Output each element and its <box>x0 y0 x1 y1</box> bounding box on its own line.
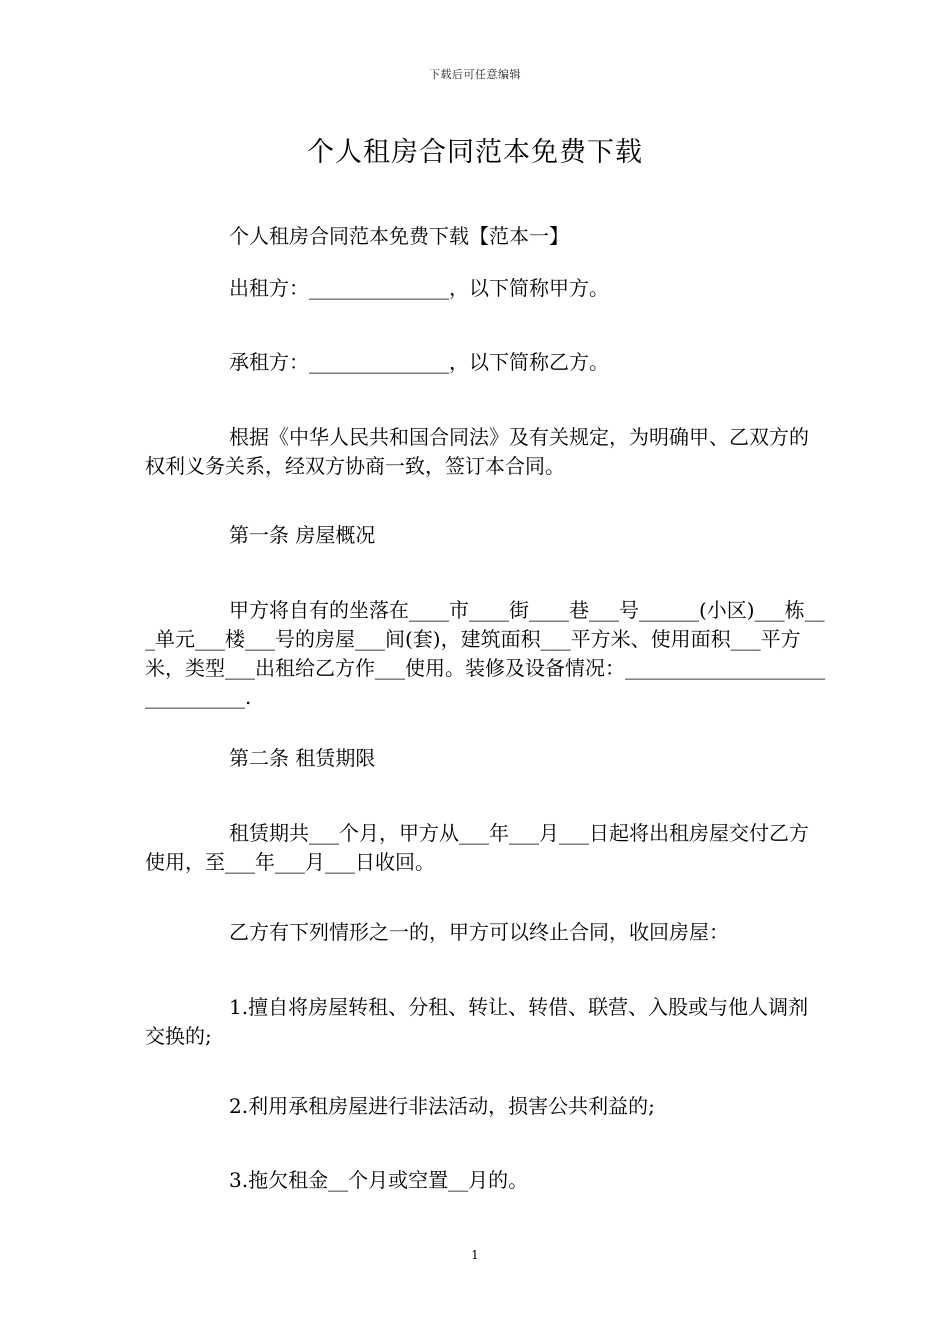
paragraph-lessee: 承租方：______________，以下简称乙方。 <box>229 350 609 374</box>
paragraph-subtitle: 个人租房合同范本免费下载【范本一】 <box>229 224 569 248</box>
paragraph-termination-conditions: 乙方有下列情形之一的，甲方可以终止合同，收回房屋： <box>229 920 729 944</box>
article-2-heading: 第二条 租赁期限 <box>229 746 376 770</box>
list-item-1: 1.擅自将房屋转租、分租、转让、转借、联营、入股或与他人调剂交换的; <box>145 995 809 1048</box>
page-number: 1 <box>471 1248 479 1262</box>
paragraph-lease-term: 租赁期共___个月，甲方从___年___月___日起将出租房屋交付乙方使用，至___年___月___日收回。 <box>145 821 809 874</box>
list-item-3: 3.拖欠租金__个月或空置__月的。 <box>229 1168 529 1192</box>
header-note: 下载后可任意编辑 <box>429 68 521 81</box>
document-title: 个人租房合同范本免费下载 <box>307 137 643 168</box>
paragraph-lessor: 出租方：______________，以下简称甲方。 <box>229 276 609 300</box>
paragraph-property-details: 甲方将自有的坐落在____市____街____巷___号______(小区)___栋___单元___楼___号的房屋___间(套)，建筑面积___平方米、使用面积___平方米，类型___出租给乙方作___使用。装修及设备情况：______________________________. <box>145 598 825 709</box>
list-item-2: 2.利用承租房屋进行非法活动，损害公共利益的; <box>229 1094 655 1118</box>
article-1-heading: 第一条 房屋概况 <box>229 523 376 547</box>
paragraph-basis: 根据《中华人民共和国合同法》及有关规定，为明确甲、乙双方的权利义务关系，经双方协商一致，签订本合同。 <box>145 425 809 478</box>
